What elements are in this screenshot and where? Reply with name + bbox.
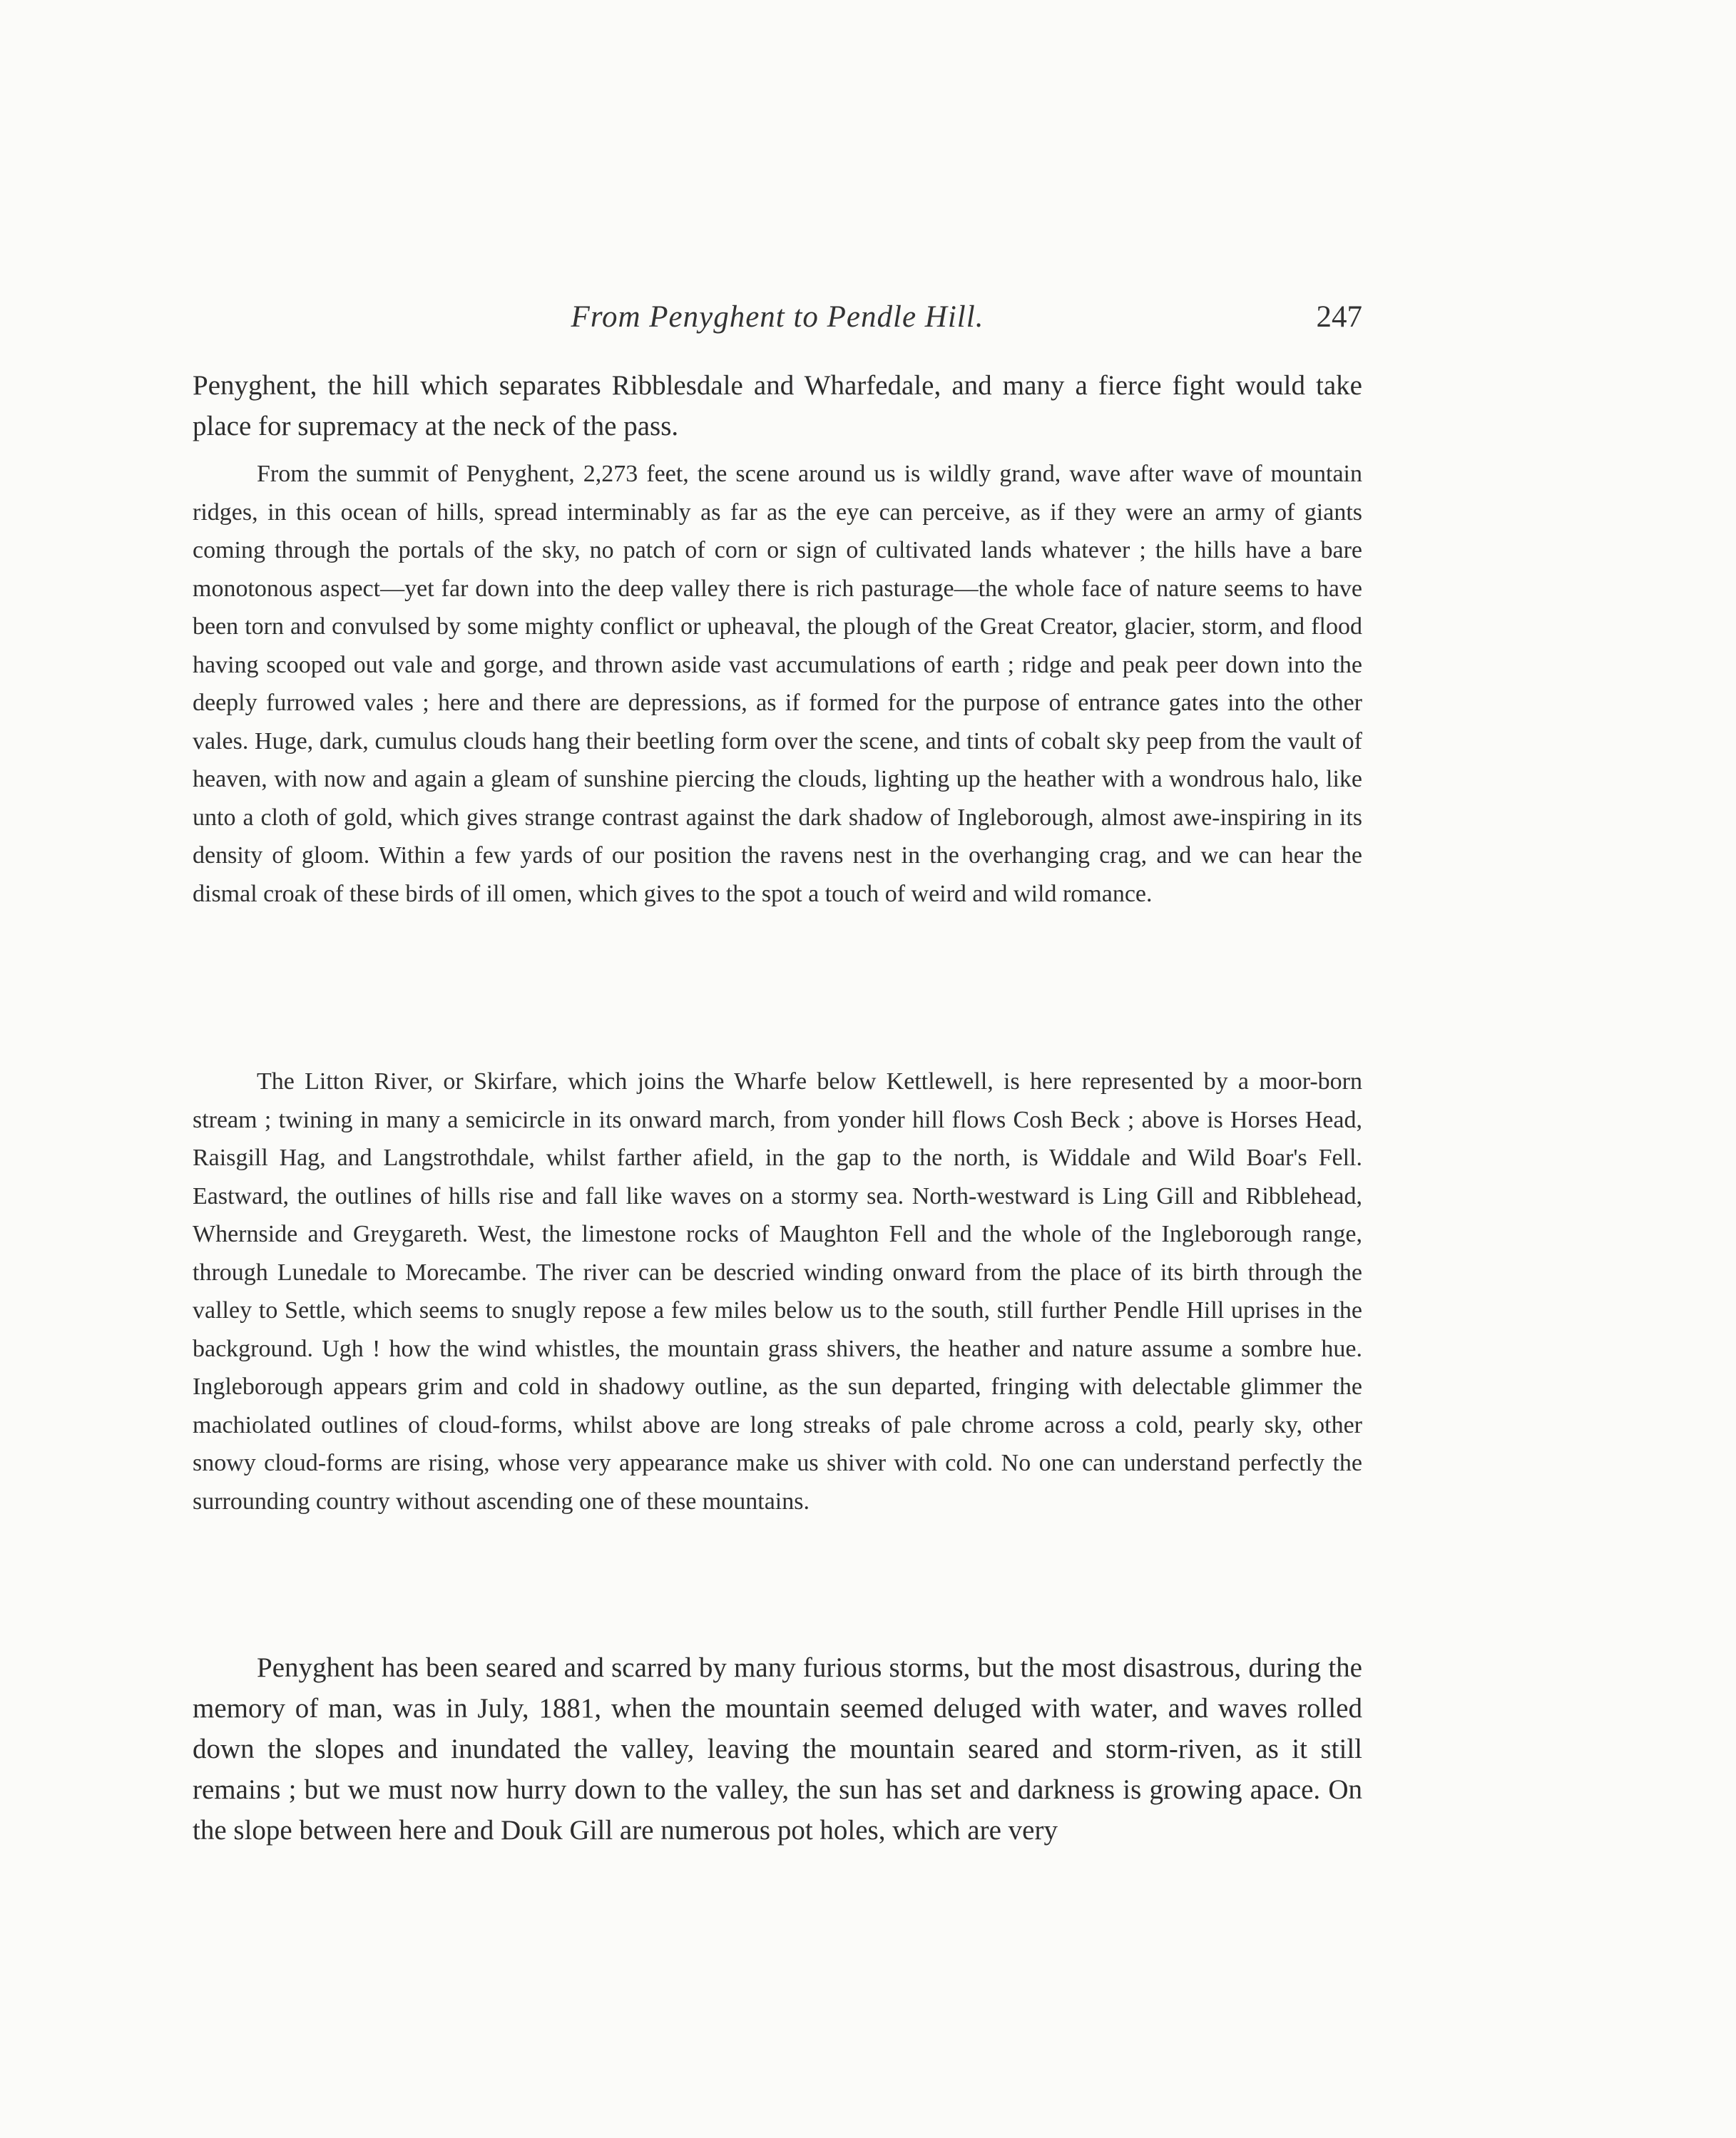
- paragraph-continuation: Penyghent, the hill which separates Ribblesdale and Wharfedale, and many a fierce fight would take place for supremacy at the neck of the pass.: [193, 370, 1362, 441]
- page-number: 247: [1316, 300, 1362, 334]
- paragraph-storms: Penyghent has been seared and scarred by many furious storms, but the most disastrous, during the memory of man, was in July, 1881, when the mountain seemed deluged with water, and waves rolled down the slopes and inundated the valley, leaving the mountain seared and storm-riven, as it still remains ; but we must now hurry down to the valley, the sun has set and darkness is growing apace. On the slope between here and Douk Gill are numerous pot holes, which are very: [193, 1652, 1362, 1846]
- running-title: From Penyghent to Pendle Hill.: [571, 300, 984, 334]
- paragraph-summit: From the summit of Penyghent, 2,273 feet, the scene around us is wildly grand, wave after wave of mountain ridges, in this ocean of hills, spread interminably as far as the eye can perceive, as if they were an army of giants coming through the portals of the sky, no patch of corn or sign of cultivated lands whatever ; the hills have a bare monotonous aspect—yet far down into the deep valley there is rich pasturage—the whole face of nature seems to have been torn and convulsed by some mighty conflict or upheaval, the plough of the Great Creator, glacier, storm, and flood having scooped out vale and gorge, and thrown aside vast accumulations of earth ; ridge and peak peer down into the deeply furrowed vales ; here and there are depressions, as if formed for the purpose of entrance gates into the other vales. Huge, dark, cumulus clouds hang their beetling form over the scene, and tints of cobalt sky peep from the vault of heaven, with now and again a gleam of sunshine piercing the clouds, lighting up the heather with a wondrous halo, like unto a cloth of gold, which gives strange contrast against the dark shadow of Ingleborough, almost awe-inspiring in its density of gloom. Within a few yards of our position the ravens nest in the overhanging crag, and we can hear the dismal croak of these birds of ill omen, which gives to the spot a touch of weird and wild romance.: [193, 461, 1362, 907]
- running-head: [193, 300, 1362, 349]
- paragraph-litton-river: The Litton River, or Skirfare, which joins the Wharfe below Kettlewell, is here represented by a moor-born stream ; twining in many a semicircle in its onward march, from yonder hill flows Cosh Beck ; above is Horses Head, Raisgill Hag, and Langstrothdale, whilst farther afield, in the gap to the north, is Widdale and Wild Boar's Fell. Eastward, the outlines of hills rise and fall like waves on a stormy sea. North-westward is Ling Gill and Ribblehead, Whernside and Greygareth. West, the limestone rocks of Maughton Fell and the whole of the Ingleborough range, through Lunedale to Morecambe. The river can be descried winding onward from the place of its birth through the valley to Settle, which seems to snugly repose a few miles below us to the south, still further Pendle Hill uprises in the background. Ugh ! how the wind whistles, the mountain grass shivers, the heather and nature assume a sombre hue. Ingleborough appears grim and cold in shadowy outline, as the sun departed, fringing with delectable glimmer the machiolated outlines of cloud-forms, whilst above are long streaks of pale chrome across a cold, pearly sky, other snowy cloud-forms are rising, whose very appearance make us shiver with cold. No one can understand perfectly the surrounding country without ascending one of these mountains.: [193, 1068, 1362, 1515]
